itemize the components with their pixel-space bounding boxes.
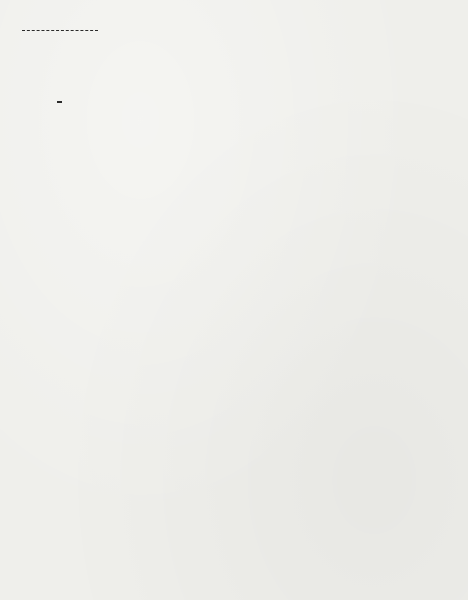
- division-underline: [22, 30, 98, 31]
- number-dash: [57, 101, 62, 103]
